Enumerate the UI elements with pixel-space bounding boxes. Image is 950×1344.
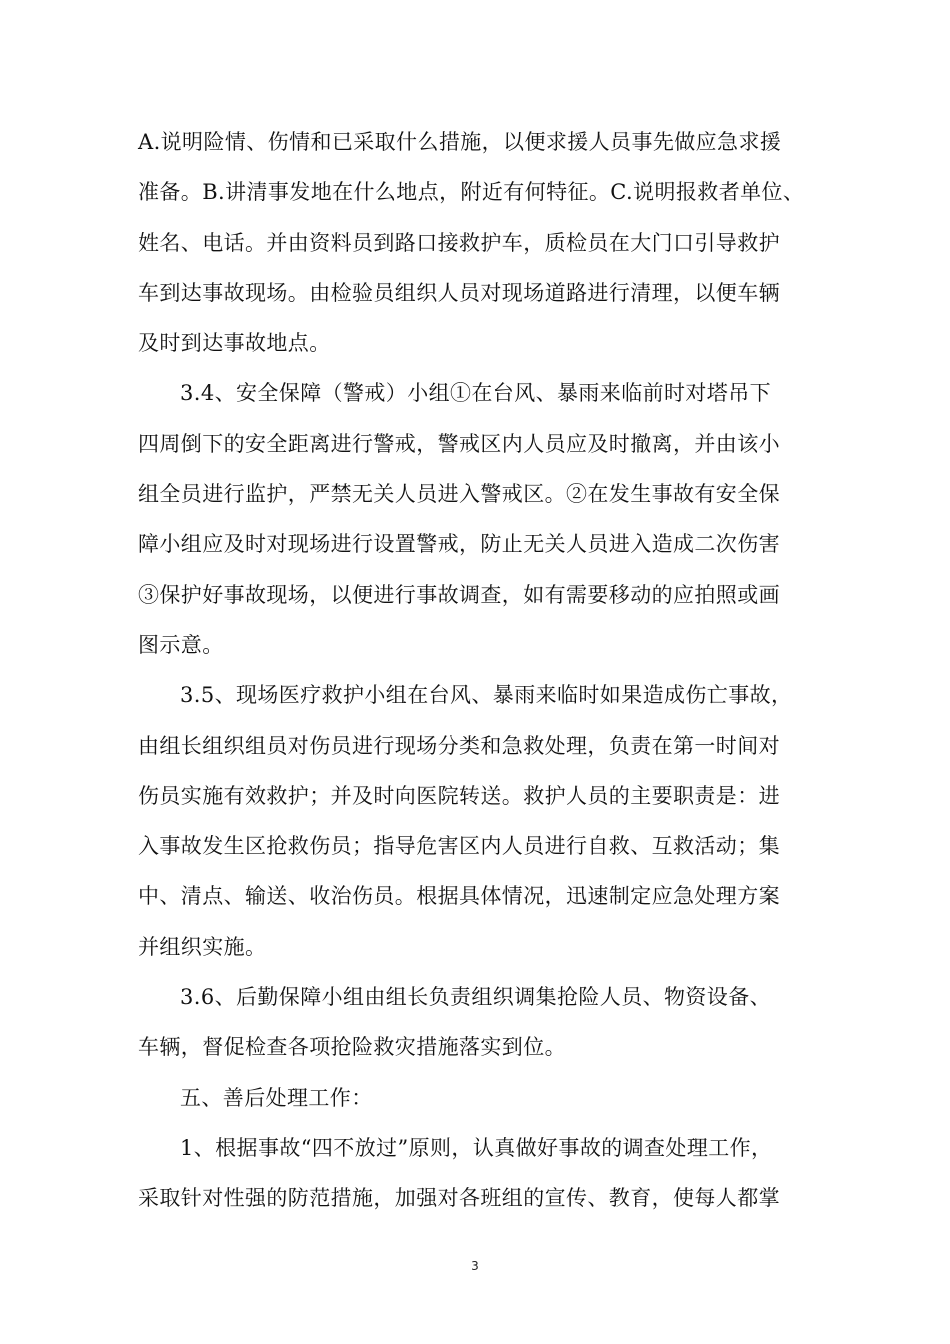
text-line: 车辆，督促检查各项抢险救灾措施落实到位。: [138, 1035, 566, 1060]
text-line: A.说明险情、伤情和已采取什么措施，以便求援人员事先做应急求援: [138, 130, 782, 154]
text-line: 图示意。: [138, 632, 224, 657]
text-line: 由组长组织组员对伤员进行现场分类和急救处理，负责在第一时间对: [138, 733, 780, 758]
text-line: 四周倒下的安全距离进行警戒，警戒区内人员应及时撤离，并由该小: [138, 431, 780, 456]
text-line: 并组织实施。: [138, 934, 267, 959]
text-line: 姓名、电话。并由资料员到路口接救护车，质检员在大门口引导救护: [138, 230, 780, 255]
paragraph-start-line: 3.6、后勤保障小组由组长负责组织调集抢险人员、物资设备、: [180, 985, 771, 1010]
text-line: 车到达事故现场。由检验员组织人员对现场道路进行清理，以便车辆: [138, 280, 780, 305]
text-line: ③保护好事故现场，以便进行事故调查，如有需要移动的应拍照或画: [138, 582, 780, 607]
text-line: 采取针对性强的防范措施，加强对各班组的宣传、教育，使每人都掌: [138, 1186, 780, 1211]
text-line: 入事故发生区抢救伤员；指导危害区内人员进行自救、互救活动；集: [138, 834, 780, 859]
paragraph-start-line: 1、根据事故“四不放过”原则，认真做好事故的调查处理工作，: [180, 1135, 773, 1160]
paragraph-start-line: 3.4、安全保障（警戒）小组①在台风、暴雨来临前时对塔吊下: [180, 381, 771, 406]
paragraph-start-line: 3.5、现场医疗救护小组在台风、暴雨来临时如果造成伤亡事故，: [180, 683, 793, 708]
section-heading: 五、善后处理工作：: [180, 1085, 373, 1110]
text-line: 中、清点、输送、收治伤员。根据具体情况，迅速制定应急处理方案: [138, 884, 780, 909]
text-line: 及时到达事故地点。: [138, 331, 331, 356]
text-line: 准备。B.讲清事发地在什么地点，附近有何特征。C.说明报救者单位、: [138, 180, 805, 205]
text-line: 伤员实施有效救护；并及时向医院转送。救护人员的主要职责是：进: [138, 783, 780, 808]
document-body: [138, 117, 828, 1224]
page-number: 3: [471, 1259, 479, 1273]
text-line: 组全员进行监护，严禁无关人员进入警戒区。②在发生事故有安全保: [138, 482, 780, 507]
text-line: 障小组应及时对现场进行设置警戒，防止无关人员进入造成二次伤害: [138, 532, 780, 557]
